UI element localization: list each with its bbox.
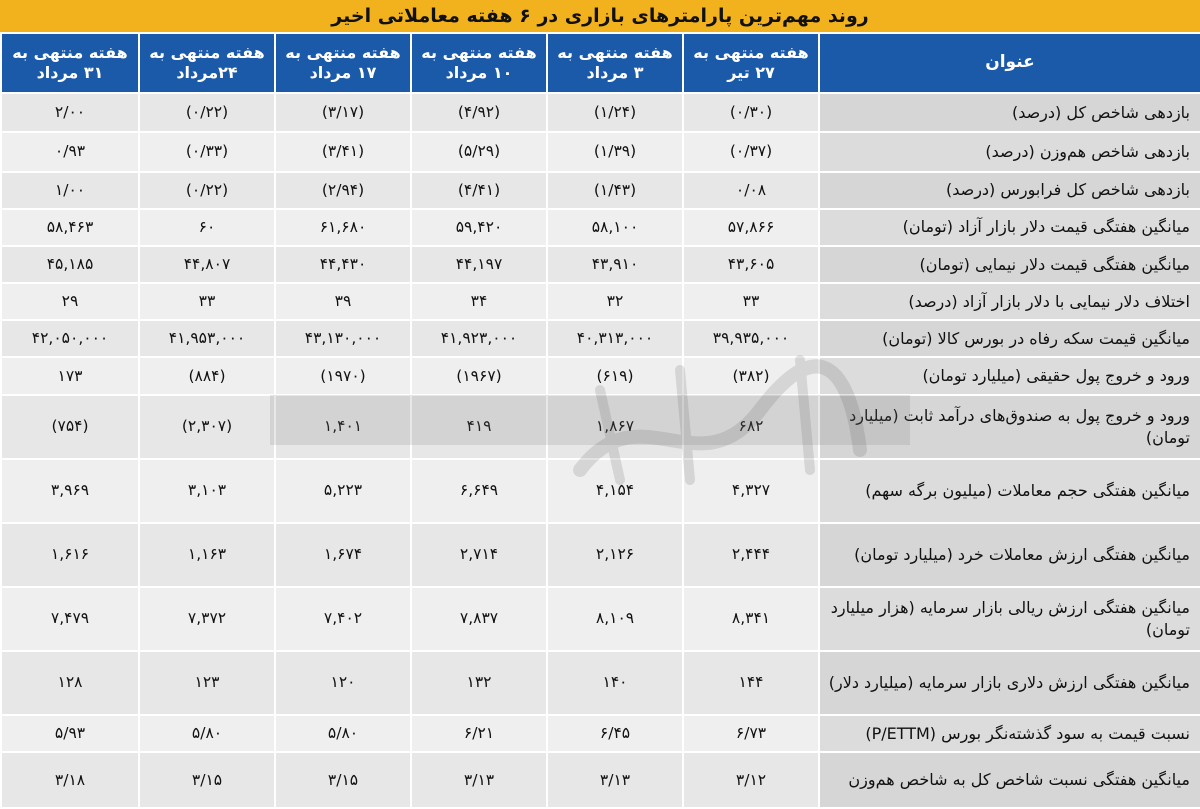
cell-value: ۰/۹۳ [1, 132, 139, 171]
cell-value: (۸۸۴) [139, 357, 275, 394]
cell-value: (۳/۴۱) [275, 132, 411, 171]
table-row [1, 320, 1200, 357]
cell-value: ۶۱,۶۸۰ [275, 209, 411, 246]
cell-value: ۵,۲۲۳ [275, 459, 411, 523]
row-label: ورود و خروج پول به صندوق‌های درآمد ثابت (میلیارد تومان) [819, 395, 1200, 459]
cell-value: ۱۲۸ [1, 651, 139, 715]
cell-value: ۷,۴۷۹ [1, 587, 139, 651]
cell-value: ۴۴,۴۳۰ [275, 246, 411, 283]
cell-value: ۱۲۳ [139, 651, 275, 715]
cell-value: ۴۴,۸۰۷ [139, 246, 275, 283]
cell-value: ۲,۴۴۴ [683, 523, 819, 587]
cell-value: ۳/۱۳ [411, 752, 547, 808]
table-title: روند مهم‌ترین پارامترهای بازاری در ۶ هفته معاملاتی اخیر [0, 0, 1200, 32]
table-row [1, 283, 1200, 320]
header-week-2: هفته منتهی به ۳ مرداد [547, 33, 683, 93]
cell-value: ۳,۱۰۳ [139, 459, 275, 523]
cell-value: ۳۴ [411, 283, 547, 320]
cell-value: ۴۳,۹۱۰ [547, 246, 683, 283]
cell-value: (۰/۳۳) [139, 132, 275, 171]
cell-value: ۴۵,۱۸۵ [1, 246, 139, 283]
cell-value: ۷,۴۰۲ [275, 587, 411, 651]
cell-value: ۷,۸۳۷ [411, 587, 547, 651]
table-row [1, 209, 1200, 246]
cell-value: ۸,۱۰۹ [547, 587, 683, 651]
cell-value: ۱۷۳ [1, 357, 139, 394]
cell-value: ۳/۱۵ [139, 752, 275, 808]
row-label: میانگین هفتگی قیمت دلار بازار آزاد (تومان) [819, 209, 1200, 246]
row-label: میانگین هفتگی ارزش دلاری بازار سرمایه (میلیارد دلار) [819, 651, 1200, 715]
cell-value: ۴۱,۹۲۳,۰۰۰ [411, 320, 547, 357]
cell-value: (۱۹۷۰) [275, 357, 411, 394]
row-label: میانگین هفتگی ارزش ریالی بازار سرمایه (هزار میلیارد تومان) [819, 587, 1200, 651]
cell-value: ۱۳۲ [411, 651, 547, 715]
cell-value: ۳۹ [275, 283, 411, 320]
cell-value: ۴۲,۰۵۰,۰۰۰ [1, 320, 139, 357]
cell-value: ۴۰,۳۱۳,۰۰۰ [547, 320, 683, 357]
header-week-4: هفته منتهی به ۱۷ مرداد [275, 33, 411, 93]
cell-value: ۵۷,۸۶۶ [683, 209, 819, 246]
table-row [1, 752, 1200, 808]
header-label: عنوان [819, 33, 1200, 93]
row-label: میانگین هفتگی حجم معاملات (میلیون برگه سهم) [819, 459, 1200, 523]
cell-value: ۴,۳۲۷ [683, 459, 819, 523]
cell-value: ۸,۳۴۱ [683, 587, 819, 651]
cell-value: (۵/۲۹) [411, 132, 547, 171]
cell-value: ۱/۰۰ [1, 172, 139, 209]
cell-value: ۲/۰۰ [1, 93, 139, 132]
table-row [1, 93, 1200, 132]
table-row [1, 357, 1200, 394]
cell-value: (۳۸۲) [683, 357, 819, 394]
cell-value: ۳۳ [139, 283, 275, 320]
cell-value: ۵۸,۱۰۰ [547, 209, 683, 246]
cell-value: ۴۴,۱۹۷ [411, 246, 547, 283]
cell-value: (۴/۴۱) [411, 172, 547, 209]
cell-value: (۰/۲۲) [139, 93, 275, 132]
cell-value: ۶/۴۵ [547, 715, 683, 752]
cell-value: (۱/۴۳) [547, 172, 683, 209]
row-label: میانگین هفتگی نسبت شاخص کل به شاخص هم‌وزن [819, 752, 1200, 808]
row-label: میانگین قیمت سکه رفاه در بورس کالا (تومان) [819, 320, 1200, 357]
cell-value: ۴۳,۱۳۰,۰۰۰ [275, 320, 411, 357]
header-row [1, 33, 1200, 93]
cell-value: ۴۳,۶۰۵ [683, 246, 819, 283]
cell-value: ۵۸,۴۶۳ [1, 209, 139, 246]
header-week-3: هفته منتهی به ۱۰ مرداد [411, 33, 547, 93]
cell-value: ۳۹,۹۳۵,۰۰۰ [683, 320, 819, 357]
cell-value: ۱۴۴ [683, 651, 819, 715]
table-row [1, 395, 1200, 459]
cell-value: ۱,۸۶۷ [547, 395, 683, 459]
cell-value: (۱/۳۹) [547, 132, 683, 171]
cell-value: ۵/۸۰ [275, 715, 411, 752]
cell-value: ۴۱۹ [411, 395, 547, 459]
cell-value: ۶,۶۴۹ [411, 459, 547, 523]
header-week-6: هفته منتهی به ۳۱ مرداد [1, 33, 139, 93]
row-label: بازدهی شاخص هم‌وزن (درصد) [819, 132, 1200, 171]
cell-value: ۵/۸۰ [139, 715, 275, 752]
table-row [1, 523, 1200, 587]
cell-value: ۱۲۰ [275, 651, 411, 715]
cell-value: ۳/۱۳ [547, 752, 683, 808]
table-row [1, 587, 1200, 651]
cell-value: ۳/۱۸ [1, 752, 139, 808]
cell-value: ۴۱,۹۵۳,۰۰۰ [139, 320, 275, 357]
cell-value: (۴/۹۲) [411, 93, 547, 132]
cell-value: (۲,۳۰۷) [139, 395, 275, 459]
cell-value: ۵/۹۳ [1, 715, 139, 752]
cell-value: ۱۴۰ [547, 651, 683, 715]
cell-value: (۰/۳۰) [683, 93, 819, 132]
cell-value: ۶۰ [139, 209, 275, 246]
cell-value: ۶/۲۱ [411, 715, 547, 752]
cell-value: ۶/۷۳ [683, 715, 819, 752]
row-label: بازدهی شاخص کل (درصد) [819, 93, 1200, 132]
cell-value: (۰/۲۲) [139, 172, 275, 209]
cell-value: ۴,۱۵۴ [547, 459, 683, 523]
cell-value: (۷۵۴) [1, 395, 139, 459]
cell-value: (۱۹۶۷) [411, 357, 547, 394]
cell-value: ۲,۷۱۴ [411, 523, 547, 587]
cell-value: ۵۹,۴۲۰ [411, 209, 547, 246]
cell-value: (۱/۲۴) [547, 93, 683, 132]
cell-value: ۱,۶۱۶ [1, 523, 139, 587]
row-label: بازدهی شاخص کل فرابورس (درصد) [819, 172, 1200, 209]
header-week-1: هفته منتهی به ۲۷ تیر [683, 33, 819, 93]
row-label: نسبت قیمت به سود گذشته‌نگر بورس (P/ETTM) [819, 715, 1200, 752]
row-label: میانگین هفتگی قیمت دلار نیمایی (تومان) [819, 246, 1200, 283]
cell-value: ۰/۰۸ [683, 172, 819, 209]
cell-value: ۱,۶۷۴ [275, 523, 411, 587]
table-row [1, 132, 1200, 171]
cell-value: (۲/۹۴) [275, 172, 411, 209]
cell-value: ۳/۱۲ [683, 752, 819, 808]
cell-value: ۶۸۲ [683, 395, 819, 459]
cell-value: ۲,۱۲۶ [547, 523, 683, 587]
cell-value: ۳/۱۵ [275, 752, 411, 808]
cell-value: ۱,۱۶۳ [139, 523, 275, 587]
market-parameters-table [0, 32, 1200, 809]
cell-value: (۰/۳۷) [683, 132, 819, 171]
cell-value: ۱,۴۰۱ [275, 395, 411, 459]
table-row [1, 172, 1200, 209]
table-row [1, 459, 1200, 523]
cell-value: ۷,۳۷۲ [139, 587, 275, 651]
table-row [1, 715, 1200, 752]
row-label: ورود و خروج پول حقیقی (میلیارد تومان) [819, 357, 1200, 394]
row-label: میانگین هفتگی ارزش معاملات خرد (میلیارد تومان) [819, 523, 1200, 587]
cell-value: ۳۲ [547, 283, 683, 320]
cell-value: ۳,۹۶۹ [1, 459, 139, 523]
row-label: اختلاف دلار نیمایی با دلار بازار آزاد (درصد) [819, 283, 1200, 320]
header-week-5: هفته منتهی به ۲۴مرداد [139, 33, 275, 93]
cell-value: ۳۳ [683, 283, 819, 320]
table-row [1, 651, 1200, 715]
cell-value: ۲۹ [1, 283, 139, 320]
table-row [1, 246, 1200, 283]
cell-value: (۶۱۹) [547, 357, 683, 394]
cell-value: (۳/۱۷) [275, 93, 411, 132]
